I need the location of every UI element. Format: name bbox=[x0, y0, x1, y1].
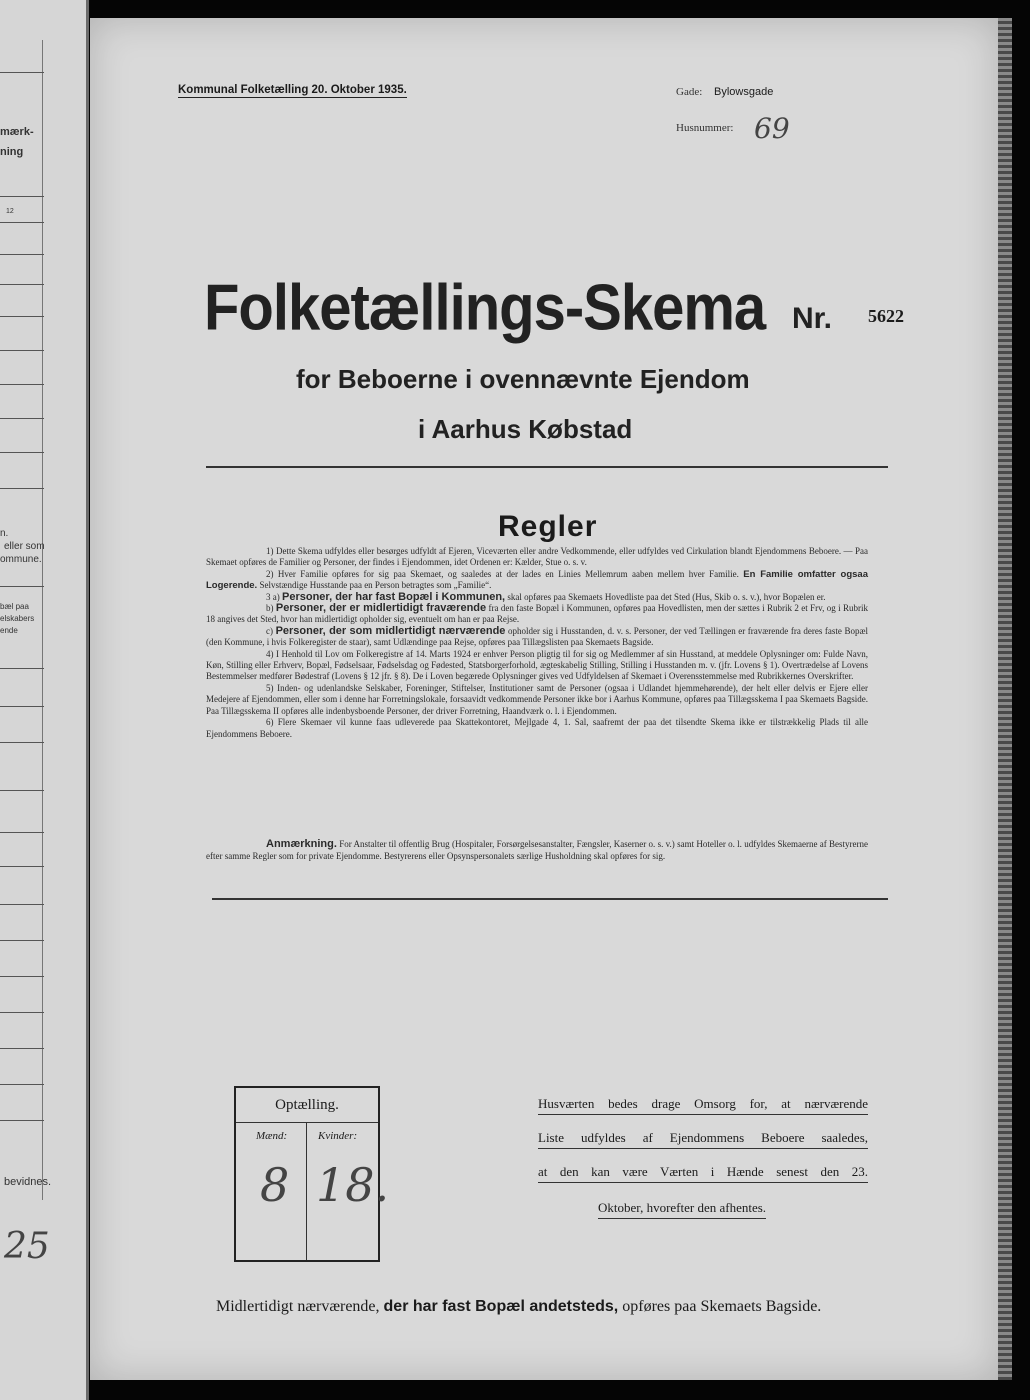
notice-line: at den kan være Værten i Hænde senest den 23. bbox=[538, 1162, 868, 1183]
rule-3c: c) Personer, der som midlertidigt nærværende opholder sig i Husstanden, d. v. s. Personer, der ved Tællingen er fraværende fra deres faste Bopæl (den Kommune, i hvis Folkeregister de staar), samt Udlændinge paa Rejse, opføres paa Tillægslisten paa Skemaets Bagside. bbox=[206, 624, 868, 648]
left-page-handwriting: 25 bbox=[4, 1226, 50, 1267]
left-page-rule bbox=[0, 222, 44, 223]
note-label: Anmærkning. bbox=[266, 838, 337, 850]
left-page-rule bbox=[0, 668, 44, 669]
left-page-rule bbox=[0, 904, 44, 905]
left-facing-page bbox=[0, 0, 89, 1400]
left-page-rule bbox=[0, 488, 44, 489]
notice-line: Oktober, hvorefter den afhentes. bbox=[598, 1198, 766, 1219]
rule-5: 5) Inden- og udenlandske Selskaber, Foreninger, Stiftelser, Institutioner samt de Personer (ogsaa i Udlandet hjemmehørende), der helt eller delvis er Ejere eller Medejere af Ejendommen, eller som i denne har Forretningslokale, forsaavidt vedkommende Personer ikke bor i Aarhus Kommune, opføres paa Tillægsskema I paa Skemaets Bagside. Paa Tillægsskema II opføres alle indenbysboende Personer, der driver Forretning, Haandværk o. l. i Ejendommen. bbox=[206, 682, 868, 716]
rule-3a: 3 a) Personer, der har fast Bopæl i Kommunen, skal opføres paa Skemaets Hovedliste paa det Sted (Hus, Skib o. s. v.), hvor Bopælen er. bbox=[266, 590, 826, 603]
street-value: Bylowsgade bbox=[714, 86, 774, 98]
form-subtitle-location: i Aarhus Købstad bbox=[418, 414, 633, 444]
left-page-rule bbox=[0, 196, 44, 197]
left-page-fragment: bæl paa bbox=[0, 602, 29, 611]
notice-line: Husværten bedes drage Omsorg for, at nærværende bbox=[538, 1094, 868, 1115]
census-header: Kommunal Folketælling 20. Oktober 1935. bbox=[178, 84, 407, 96]
left-page-fragment: ommune. bbox=[0, 554, 42, 565]
left-page-rule bbox=[0, 1120, 44, 1121]
footer-note: Midlertidigt nærværende, der har fast Bopæl andetsteds, opføres paa Skemaets Bagside. bbox=[216, 1298, 822, 1315]
form-title: Folketællings-Skema bbox=[204, 271, 766, 344]
left-page-rule bbox=[0, 790, 44, 791]
left-page-column-line bbox=[42, 40, 43, 1200]
left-page-fragment: elskabers bbox=[0, 614, 35, 623]
rules-heading: Regler bbox=[498, 510, 598, 543]
landlord-notice bbox=[538, 1094, 868, 1232]
women-label: Kvinder: bbox=[318, 1130, 358, 1142]
women-count: 18. bbox=[316, 1158, 390, 1212]
title-divider bbox=[206, 466, 888, 468]
left-page-rule bbox=[0, 940, 44, 941]
rule-1: 1) Dette Skema udfyldes eller besørges udfyldt af Ejeren, Viceværten eller andre Vedkommende, eller udfyldes ved Cirkulation blandt Ejendommens Beboere. — Paa Skemaet opføres de Familier og Personer, der findes i Ejendommen, idet Ordenen er: Kælder, Stue o. s. v. bbox=[206, 546, 868, 568]
rule-6: 6) Flere Skemaer vil kunne faas udleverede paa Skattekontoret, Mejlgade 4, 1. Sal, saafremt der paa det tilsendte Skema ikke er tilstrækkelig Plads til alle Ejendommens Beboere. bbox=[206, 717, 868, 739]
left-page-rule bbox=[0, 742, 44, 743]
count-box bbox=[234, 1086, 390, 1262]
rules-text bbox=[206, 546, 868, 740]
count-title: Optælling. bbox=[236, 1088, 378, 1123]
notice-line: Liste udfyldes af Ejendommens Beboere saaledes, bbox=[538, 1128, 868, 1149]
left-page-rule bbox=[0, 1048, 44, 1049]
left-page-rule bbox=[0, 976, 44, 977]
left-page-rule bbox=[0, 316, 44, 317]
left-page-fragment: bevidnes. bbox=[4, 1176, 52, 1188]
house-number-value: 69 bbox=[754, 112, 790, 145]
left-page-fragment: eller som bbox=[4, 541, 45, 552]
left-page-rule bbox=[0, 350, 44, 351]
note-divider bbox=[212, 898, 888, 900]
left-page-rule bbox=[0, 384, 44, 385]
left-page-fragment: n. bbox=[0, 528, 9, 539]
rule-3b: b) Personer, der er midlertidigt fraværende fra den faste Bopæl i Kommunen, opføres paa Hovedlisten, men der sættes i Rubrik 2 et Frv, og i Rubrik 18 angives det Sted, hvor han midlertidigt opholder sig, eventuelt om han er paa Rejse. bbox=[206, 602, 869, 625]
form-subtitle: for Beboerne i ovennævnte Ejendom bbox=[296, 364, 750, 394]
rule-4: 4) I Henhold til Lov om Folkeregistre af 14. Marts 1924 er enhver Person pligtig til for sig og Medlemmer af sin Husstand, at meddele Oplysninger om: Fulde Navn, Køn, Stilling eller Erhverv, Bopæl, Fødselsaar, Fødselsdag og Fødested, Statsborgerforhold, ægteskabelig Stilling, Stilling i Husstanden m. v. (jfr. Lovens § 1). Overtrædelse af Lovens Bestemmelser medfører Bødestraf (Lovens § 12 jfr. § 8). De i Loven begærede Oplysninger gives ved Udfyldelsen af Skemaet i Overensstemmelse med Rubrikkernes Overskrifter. bbox=[206, 648, 868, 682]
left-page-rule bbox=[0, 706, 44, 707]
left-page-rule bbox=[0, 452, 44, 453]
binding-edge bbox=[998, 18, 1012, 1380]
note-block bbox=[206, 838, 868, 862]
left-page-rule bbox=[0, 254, 44, 255]
men-label: Mænd: bbox=[256, 1130, 288, 1142]
left-page-fragment: 12 bbox=[6, 208, 14, 215]
left-page-fragment: ning bbox=[0, 146, 24, 158]
left-page-fragment: ende bbox=[0, 626, 18, 635]
left-page-rule bbox=[0, 1012, 44, 1013]
street-label: Gade: bbox=[676, 86, 703, 98]
form-number-label: Nr. bbox=[792, 302, 833, 335]
count-divider bbox=[306, 1122, 307, 1260]
left-page-rule bbox=[0, 418, 44, 419]
left-page-rule bbox=[0, 72, 44, 73]
left-page-rule bbox=[0, 1084, 44, 1085]
left-page-rule bbox=[0, 284, 44, 285]
house-number-label: Husnummer: bbox=[676, 122, 734, 134]
note-text: For Anstalter til offentlig Brug (Hospitaler, Forsørgelsesanstalter, Fængsler, Kaserner o. s. v.) samt Hoteller o. l. udfyldes Skemaerne af Bestyrerne efter samme Regler som for private Ejendomme. Bestyrerens eller Opsynspersonalets særlige Husholdning skal opføres for sig. bbox=[206, 839, 869, 861]
left-page-rule bbox=[0, 866, 44, 867]
census-form-page bbox=[90, 18, 998, 1380]
left-page-rule bbox=[0, 586, 44, 587]
left-page-rule bbox=[0, 832, 44, 833]
rule-2: 2) Hver Familie opføres for sig paa Skemaet, og saaledes at der lades en Linies Mellemrum aaben mellem hver Familie. En Familie omfatter ogsaa Logerende. Selvstændige Husstande paa en Person betragtes som „Familie“. bbox=[206, 568, 868, 592]
men-count: 8 bbox=[260, 1158, 290, 1212]
left-page-fragment: mærk- bbox=[0, 126, 34, 138]
form-number-value: 5622 bbox=[868, 306, 904, 326]
